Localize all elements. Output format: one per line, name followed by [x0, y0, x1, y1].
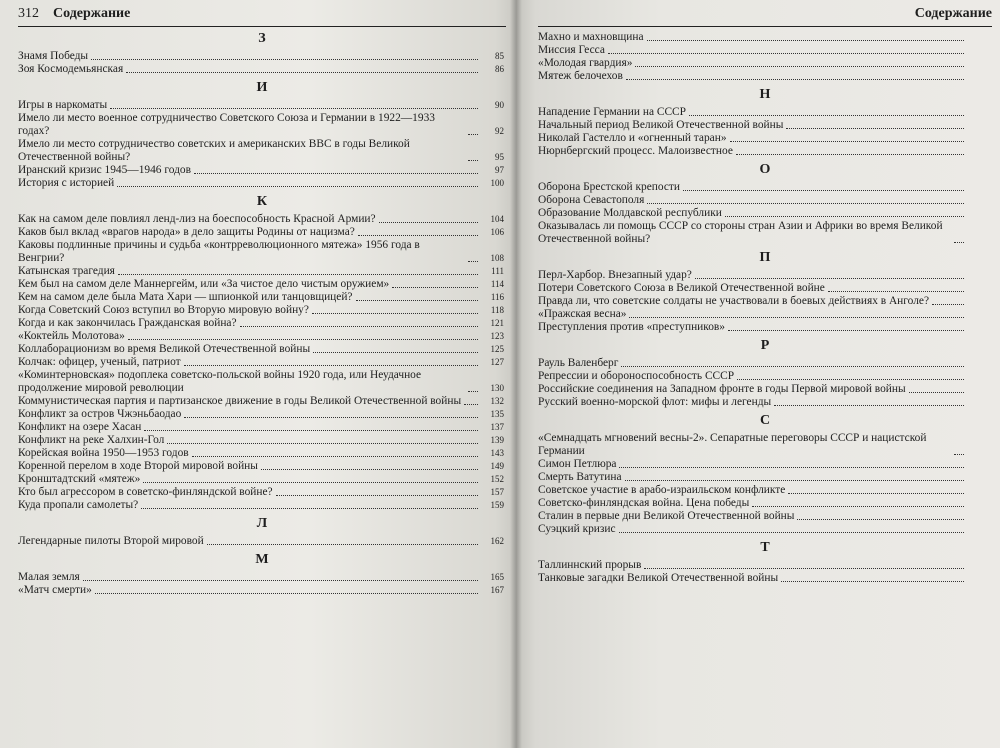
toc-entry-title: «Коминтерновская» подоплека советско-польской войны 1920 года, или Неудачное продолжение мировой революции: [18, 369, 422, 394]
dot-leader: [126, 72, 478, 73]
dot-leader: [194, 173, 478, 174]
toc-entry[interactable]: [538, 106, 992, 119]
dot-leader: [932, 304, 964, 305]
toc-entry-page: 118: [490, 305, 504, 315]
dot-leader: [468, 134, 478, 135]
dot-leader: [625, 480, 964, 481]
toc-entry[interactable]: [18, 486, 506, 499]
toc-entry-title: Конфликт на реке Халхин-Гол: [18, 434, 165, 446]
toc-entry-page: 149: [490, 461, 504, 471]
toc-entry-title: Миссия Гесса: [538, 44, 605, 56]
toc-entry[interactable]: [538, 31, 992, 44]
toc-entry-title: Когда Советский Союз вступил во Вторую мировую войну?: [18, 304, 309, 316]
dot-leader: [619, 467, 964, 468]
section-letter: О: [759, 162, 771, 177]
toc-entry-page: 127: [490, 357, 504, 367]
toc-entry-page: 106: [490, 227, 504, 237]
toc-entry-title: Суэцкий кризис: [538, 523, 616, 535]
toc-entry-title: Как на самом деле повлиял ленд-лиз на боеспособность Красной Армии?: [18, 213, 376, 225]
toc-entry-title: Корейская война 1950—1953 годов: [18, 447, 189, 459]
toc-entry-title: Махно и махновщина: [538, 31, 644, 43]
dot-leader: [468, 160, 478, 161]
running-title: Содержание: [914, 6, 992, 21]
toc-entry-title: Смерть Ватутина: [538, 471, 622, 483]
section-letter: З: [258, 31, 266, 46]
toc-entry[interactable]: [18, 356, 506, 369]
toc-entry[interactable]: [18, 369, 506, 395]
toc-entry[interactable]: [538, 432, 992, 458]
toc-entry[interactable]: [538, 471, 992, 484]
toc-entry-title: Имело ли место военное сотрудничество Советского Союза и Германии в 1922—1933 годах?: [18, 112, 435, 137]
left-page-header: [18, 6, 506, 27]
toc-entry-title: «Коктейль Молотова»: [18, 330, 125, 342]
toc-entry[interactable]: [538, 572, 992, 585]
section-letter: Н: [759, 87, 771, 102]
dot-leader: [144, 430, 478, 431]
toc-entry-title: Колчак: офицер, ученый, патриот: [18, 356, 181, 368]
toc-entry-title: Легендарные пилоты Второй мировой: [18, 535, 204, 547]
dot-leader: [608, 53, 964, 54]
toc-entry-page: 95: [495, 152, 504, 162]
toc-entry[interactable]: [18, 317, 506, 330]
toc-entry-title: Российские соединения на Западном фронте в годы Первой мировой войны: [538, 383, 906, 395]
section-letter: С: [759, 413, 771, 428]
toc-entry[interactable]: [538, 282, 992, 295]
toc-entry-page: 86: [495, 64, 504, 74]
toc-entry[interactable]: [538, 523, 992, 536]
toc-entry-title: Симон Петлюра: [538, 458, 617, 470]
toc-entry[interactable]: [538, 559, 992, 572]
toc-entry[interactable]: [18, 226, 506, 239]
toc-entry-page: 159: [490, 500, 504, 510]
dot-leader: [954, 454, 964, 455]
dot-leader: [184, 365, 478, 366]
dot-leader: [464, 404, 478, 405]
toc-entry[interactable]: [18, 213, 506, 226]
toc-entry-page: 114: [490, 279, 504, 289]
toc-entry[interactable]: [538, 458, 992, 471]
dot-leader: [143, 482, 478, 483]
dot-leader: [788, 493, 964, 494]
toc-entry-title: Куда пропали самолеты?: [18, 499, 139, 511]
toc-entry[interactable]: [538, 194, 992, 207]
toc-entry-page: 97: [495, 165, 504, 175]
dot-leader: [207, 544, 478, 545]
toc-entry-title: Таллиннский прорыв: [538, 559, 642, 571]
toc-entry-title: Кронштадтский «мятеж»: [18, 473, 141, 485]
toc-entry[interactable]: [538, 57, 992, 70]
toc-entry-title: Перл-Харбор. Внезапный удар?: [538, 269, 692, 281]
toc-entry[interactable]: [18, 535, 506, 548]
toc-entry-title: Потери Советского Союза в Великой Отечественной войне: [538, 282, 825, 294]
toc-entry[interactable]: [18, 499, 506, 512]
dot-leader: [730, 141, 964, 142]
toc-entry[interactable]: [18, 177, 506, 190]
dot-leader: [167, 443, 478, 444]
toc-entry-title: «Семнадцать мгновений весны-2». Сепаратные переговоры СССР и нацистской Германии: [538, 432, 927, 457]
dot-leader: [626, 79, 964, 80]
toc-entry-title: Правда ли, что советские солдаты не участвовали в боевых действиях в Анголе?: [538, 295, 930, 307]
toc-entry-page: 165: [490, 572, 504, 582]
toc-entry-title: Преступления против «преступников»: [538, 321, 726, 333]
toc-entry[interactable]: [538, 145, 992, 158]
toc-entry-page: 143: [490, 448, 504, 458]
toc-entry-page: 125: [490, 344, 504, 354]
toc-entry-page: 100: [490, 178, 504, 188]
toc-entry-title: Сталин в первые дни Великой Отечественной войны: [538, 510, 795, 522]
toc-entry-page: 90: [495, 100, 504, 110]
toc-entry-page: 108: [490, 253, 504, 263]
section-letter: К: [256, 194, 268, 209]
toc-entry[interactable]: [18, 112, 506, 138]
dot-leader: [184, 417, 478, 418]
toc-entry[interactable]: [18, 63, 506, 76]
toc-entry-title: Зоя Космодемьянская: [18, 63, 124, 75]
toc-entry-title: Конфликт на озере Хасан: [18, 421, 142, 433]
toc-entry[interactable]: [18, 584, 506, 597]
toc-entry[interactable]: [18, 291, 506, 304]
toc-entry-title: Катынская трагедия: [18, 265, 115, 277]
toc-entry[interactable]: [538, 357, 992, 370]
section-letter: Р: [760, 338, 770, 353]
toc-entry[interactable]: [18, 50, 506, 63]
toc-entry[interactable]: [18, 99, 506, 112]
toc-entry-title: Каковы подлинные причины и судьба «контрреволюционного мятежа» 1956 года в Венгрии?: [18, 239, 420, 264]
toc-entry[interactable]: [538, 308, 992, 321]
toc-entry[interactable]: [18, 164, 506, 177]
dot-leader: [276, 495, 478, 496]
toc-entry-page: 121: [490, 318, 504, 328]
section-letter: П: [759, 250, 771, 265]
toc-entry-page: 132: [490, 396, 504, 406]
toc-entry[interactable]: [538, 181, 992, 194]
dot-leader: [95, 593, 478, 594]
toc-entry[interactable]: [18, 278, 506, 291]
toc-entry-title: Игры в наркоматы: [18, 99, 108, 111]
toc-entry-title: Коллаборационизм во время Великой Отечественной войны: [18, 343, 311, 355]
toc-entry-page: 85: [495, 51, 504, 61]
toc-entry[interactable]: [538, 70, 992, 83]
dot-leader: [621, 366, 964, 367]
dot-leader: [83, 580, 478, 581]
toc-entry[interactable]: [538, 269, 992, 282]
toc-entry[interactable]: [538, 220, 992, 246]
dot-leader: [797, 519, 964, 520]
dot-leader: [356, 300, 479, 301]
toc-entry[interactable]: [18, 304, 506, 317]
toc-entry-title: Иранский кризис 1945—1946 годов: [18, 164, 191, 176]
toc-entry-title: Когда и как закончилась Гражданская война?: [18, 317, 237, 329]
dot-leader: [240, 326, 478, 327]
toc-entry[interactable]: [18, 447, 506, 460]
toc-entry[interactable]: [18, 434, 506, 447]
right-page: [516, 0, 1000, 748]
toc-entry[interactable]: [538, 510, 992, 523]
toc-entry-title: Малая земля: [18, 571, 80, 583]
toc-entry-title: Начальный период Великой Отечественной войны: [538, 119, 784, 131]
dot-leader: [379, 222, 478, 223]
toc-entry[interactable]: [18, 421, 506, 434]
dot-leader: [954, 242, 964, 243]
toc-entry-title: Нападение Германии на СССР: [538, 106, 686, 118]
dot-leader: [312, 313, 478, 314]
toc-entry-page: 137: [490, 422, 504, 432]
toc-entry-title: Советско-финляндская война. Цена победы: [538, 497, 750, 509]
toc-entry-title: Имело ли место сотрудничество советских и американских ВВС в годы Великой Отечественной войны?: [18, 138, 410, 163]
dot-leader: [647, 203, 964, 204]
running-title: Содержание: [53, 6, 131, 21]
dot-leader: [392, 287, 478, 288]
dot-leader: [752, 506, 964, 507]
toc-entry-title: «Пражская весна»: [538, 308, 627, 320]
toc-entry-title: История с историей: [18, 177, 115, 189]
dot-leader: [468, 391, 478, 392]
toc-entry-title: Кем на самом деле была Мата Хари — шпионкой или танцовщицей?: [18, 291, 353, 303]
book-gutter: [510, 0, 522, 748]
dot-leader: [683, 190, 964, 191]
toc-entry-title: «Матч смерти»: [18, 584, 92, 596]
toc-entry-title: Оборона Брестской крепости: [538, 181, 680, 193]
left-toc: [18, 31, 506, 597]
right-page-header: [538, 6, 992, 27]
toc-entry-page: 162: [490, 536, 504, 546]
toc-entry[interactable]: [18, 473, 506, 486]
toc-entry-page: 92: [495, 126, 504, 136]
toc-entry-page: 135: [490, 409, 504, 419]
dot-leader: [689, 115, 964, 116]
toc-entry[interactable]: [18, 395, 506, 408]
toc-entry[interactable]: [538, 497, 992, 510]
dot-leader: [468, 261, 478, 262]
toc-entry-title: Кем был на самом деле Маннергейм, или «За чистое дело чистым оружием»: [18, 278, 390, 290]
dot-leader: [118, 274, 478, 275]
page-number: 312: [18, 6, 39, 21]
toc-entry-title: Мятеж белочехов: [538, 70, 623, 82]
right-toc: [538, 31, 992, 585]
dot-leader: [774, 405, 964, 406]
toc-entry[interactable]: [538, 321, 992, 334]
toc-entry-title: Репрессии и обороноспособность СССР: [538, 370, 735, 382]
toc-entry-page: 130: [490, 383, 504, 393]
dot-leader: [110, 108, 478, 109]
dot-leader: [619, 532, 964, 533]
dot-leader: [737, 379, 964, 380]
toc-entry-page: 104: [490, 214, 504, 224]
section-letter: И: [256, 80, 268, 95]
dot-leader: [781, 581, 964, 582]
dot-leader: [644, 568, 964, 569]
toc-entry-page: 139: [490, 435, 504, 445]
toc-entry[interactable]: [538, 44, 992, 57]
toc-entry-page: 116: [490, 292, 504, 302]
toc-entry-page: 152: [490, 474, 504, 484]
toc-entry-title: Оборона Севастополя: [538, 194, 645, 206]
dot-leader: [647, 40, 964, 41]
toc-entry[interactable]: [18, 265, 506, 278]
toc-entry-title: Знамя Победы: [18, 50, 89, 62]
toc-entry-title: Коммунистическая партия и партизанское движение в годы Великой Отечественной войны: [18, 395, 462, 407]
dot-leader: [725, 216, 964, 217]
dot-leader: [91, 59, 478, 60]
dot-leader: [736, 154, 964, 155]
dot-leader: [141, 508, 478, 509]
dot-leader: [695, 278, 964, 279]
toc-entry[interactable]: [18, 343, 506, 356]
dot-leader: [192, 456, 478, 457]
toc-entry[interactable]: [538, 295, 992, 308]
toc-entry-title: Оказывалась ли помощь СССР со стороны стран Азии и Африки во время Великой Отечественной войны?: [538, 220, 943, 245]
section-letter: Т: [760, 540, 770, 555]
toc-entry-title: Нюрнбергский процесс. Малоизвестное: [538, 145, 733, 157]
toc-entry-title: Кто был агрессором в советско-финляндской войне?: [18, 486, 273, 498]
toc-entry[interactable]: [538, 383, 992, 396]
dot-leader: [358, 235, 478, 236]
dot-leader: [629, 317, 964, 318]
dot-leader: [909, 392, 964, 393]
dot-leader: [728, 330, 964, 331]
toc-entry-page: 167: [490, 585, 504, 595]
toc-entry-title: Рауль Валенберг: [538, 357, 619, 369]
dot-leader: [261, 469, 478, 470]
toc-entry[interactable]: [18, 408, 506, 421]
toc-entry-title: Каков был вклад «врагов народа» в дело защиты Родины от нацизма?: [18, 226, 355, 238]
dot-leader: [128, 339, 478, 340]
toc-entry-page: 111: [491, 266, 504, 276]
toc-entry[interactable]: [538, 370, 992, 383]
dot-leader: [828, 291, 964, 292]
section-letter: М: [255, 552, 269, 567]
toc-entry-title: Советское участие в арабо-израильском конфликте: [538, 484, 786, 496]
toc-entry-title: «Молодая гвардия»: [538, 57, 633, 69]
toc-entry[interactable]: [18, 571, 506, 584]
dot-leader: [635, 66, 964, 67]
toc-entry-title: Коренной перелом в ходе Второй мировой войны: [18, 460, 258, 472]
toc-entry[interactable]: [538, 119, 992, 132]
toc-entry[interactable]: [18, 460, 506, 473]
toc-entry[interactable]: [18, 239, 506, 265]
toc-entry-page: 123: [490, 331, 504, 341]
toc-entry-title: Конфликт за остров Чжэньбаодао: [18, 408, 182, 420]
toc-entry-title: Танковые загадки Великой Отечественной войны: [538, 572, 779, 584]
dot-leader: [786, 128, 964, 129]
section-letter: Л: [256, 516, 268, 531]
toc-entry[interactable]: [538, 207, 992, 220]
toc-entry-title: Николай Гастелло и «огненный таран»: [538, 132, 727, 144]
toc-entry[interactable]: [538, 396, 992, 409]
toc-entry[interactable]: [18, 138, 506, 164]
toc-entry-title: Образование Молдавской республики: [538, 207, 722, 219]
toc-entry[interactable]: [538, 484, 992, 497]
toc-entry-page: 157: [490, 487, 504, 497]
toc-entry-title: Русский военно-морской флот: мифы и легенды: [538, 396, 772, 408]
dot-leader: [313, 352, 478, 353]
toc-entry[interactable]: [538, 132, 992, 145]
toc-entry[interactable]: [18, 330, 506, 343]
dot-leader: [117, 186, 478, 187]
